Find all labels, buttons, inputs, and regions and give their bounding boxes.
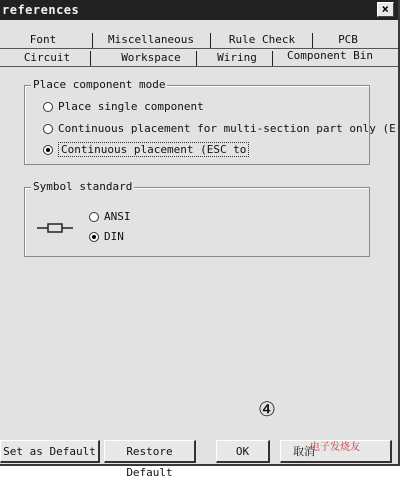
tab-divider — [210, 33, 211, 48]
resistor-din-icon — [37, 222, 73, 234]
tab-divider — [92, 33, 93, 48]
symbol-standard-group — [24, 180, 370, 257]
place-mode-group — [24, 78, 396, 165]
tab-font[interactable]: Font — [14, 33, 72, 48]
multi-section-label: Continuous placement for multi-section part only (E — [58, 122, 396, 135]
tab-divider — [312, 33, 313, 48]
place-mode-title: Place component mode — [33, 78, 166, 91]
ansi-option[interactable] — [89, 210, 131, 223]
continuous-option[interactable] — [43, 142, 249, 157]
tab-workspace[interactable]: Workspace — [106, 51, 196, 66]
set-default-button[interactable]: Set as Default — [0, 440, 100, 463]
radio-selected-icon[interactable] — [89, 232, 99, 242]
window-title: references — [2, 3, 80, 17]
tab-pcb[interactable]: PCB — [318, 33, 378, 48]
tab-wiring[interactable]: Wiring — [204, 51, 270, 66]
restore-default-button[interactable]: Restore Default — [104, 440, 196, 463]
tab-circuit[interactable]: Circuit — [14, 51, 80, 66]
watermark-logo: 电子发烧友 — [310, 442, 360, 453]
title-bar — [0, 0, 398, 20]
symbol-standard-title: Symbol standard — [33, 180, 133, 193]
continuous-label: Continuous placement (ESC to — [58, 142, 249, 157]
tab-divider — [196, 51, 197, 66]
radio-icon[interactable] — [43, 102, 53, 112]
multi-section-option[interactable] — [43, 122, 396, 135]
annotation-marker: ④ — [258, 397, 276, 421]
component-bin-panel — [0, 66, 398, 436]
tab-rule-check[interactable]: Rule Check — [216, 33, 308, 48]
tab-divider — [272, 51, 273, 66]
ok-button[interactable]: OK — [216, 440, 270, 463]
radio-icon[interactable] — [89, 212, 99, 222]
tab-divider — [90, 51, 91, 66]
din-option[interactable] — [89, 230, 124, 243]
din-label: DIN — [104, 230, 124, 243]
place-single-label: Place single component — [58, 100, 204, 113]
ansi-label: ANSI — [104, 210, 131, 223]
cancel-button[interactable]: 取消 — [280, 440, 392, 463]
close-button[interactable] — [377, 2, 394, 17]
radio-selected-icon[interactable] — [43, 145, 53, 155]
close-icon: × — [381, 2, 390, 16]
place-single-option[interactable] — [43, 100, 204, 113]
radio-icon[interactable] — [43, 124, 53, 134]
tab-miscellaneous[interactable]: Miscellaneous — [96, 33, 206, 48]
tab-component-bin[interactable]: Component Bin — [280, 49, 380, 67]
